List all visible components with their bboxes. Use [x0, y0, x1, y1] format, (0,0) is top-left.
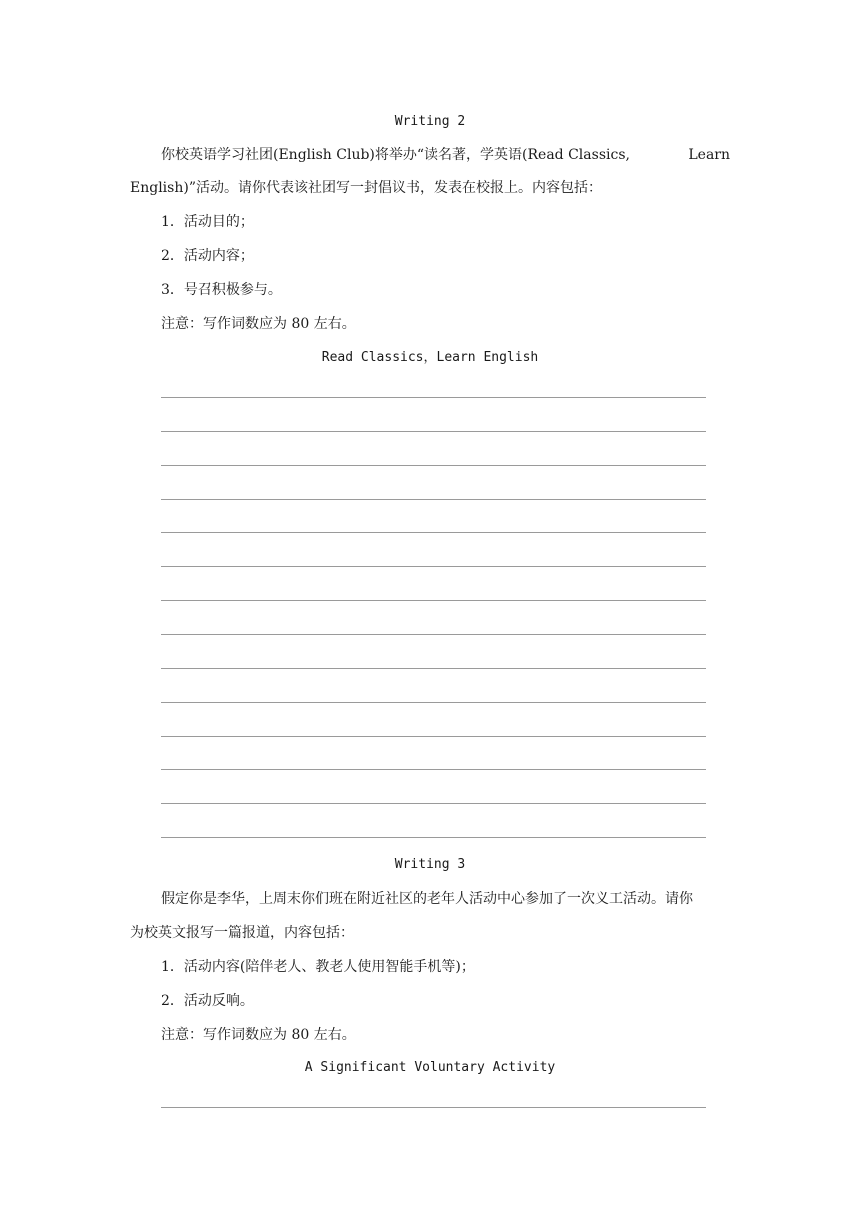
- writing3-prompt-line1: 假定你是李华，上周末你们班在附近社区的老年人活动中心参加了一次义工活动。请你: [161, 891, 693, 907]
- writing-line: [161, 532, 706, 533]
- writing-line: [161, 668, 706, 669]
- writing2-prompt-line2: English)”活动。请你代表该社团写一封倡议书，发表在校报上。内容包括：: [130, 180, 602, 196]
- writing-line: [161, 431, 706, 432]
- writing-line: [161, 702, 706, 703]
- writing-line: [161, 600, 706, 601]
- writing3-note: 注意：写作词数应为 80 左右。: [161, 1027, 356, 1043]
- writing-line: [161, 566, 706, 567]
- writing3-heading: Writing 3: [394, 857, 466, 872]
- writing2-note: 注意：写作词数应为 80 左右。: [161, 316, 356, 332]
- writing3-item-1: 1．活动内容(陪伴老人、教老人使用智能手机等)；: [161, 959, 475, 975]
- writing2-item-1: 1．活动目的；: [161, 214, 254, 230]
- writing-line: [161, 634, 706, 635]
- writing3-item-2: 2．活动反响。: [161, 993, 254, 1009]
- writing2-prompt-line1-a: 你校英语学习社团(English Club)将举办“读名著，学英语(Read Classics,: [161, 147, 630, 163]
- writing-line: [161, 769, 706, 770]
- writing2-item-2: 2．活动内容；: [161, 248, 254, 264]
- writing2-prompt-line1-b: Learn: [688, 147, 730, 163]
- writing2-item-3: 3．号召积极参与。: [161, 282, 282, 298]
- writing3-prompt-line2: 为校英文报写一篇报道，内容包括：: [130, 925, 354, 941]
- writing-line: [161, 397, 706, 398]
- writing-line: [161, 803, 706, 804]
- writing-line: [161, 499, 706, 500]
- writing2-prompt-line1: [161, 145, 730, 165]
- writing-line: [161, 1107, 706, 1108]
- writing-line: [161, 736, 706, 737]
- writing2-essay-title: Read Classics，Learn English: [321, 350, 539, 365]
- writing2-heading: Writing 2: [394, 114, 466, 129]
- writing3-essay-title: A Significant Voluntary Activity: [304, 1060, 556, 1075]
- writing-line: [161, 465, 706, 466]
- writing-line: [161, 837, 706, 838]
